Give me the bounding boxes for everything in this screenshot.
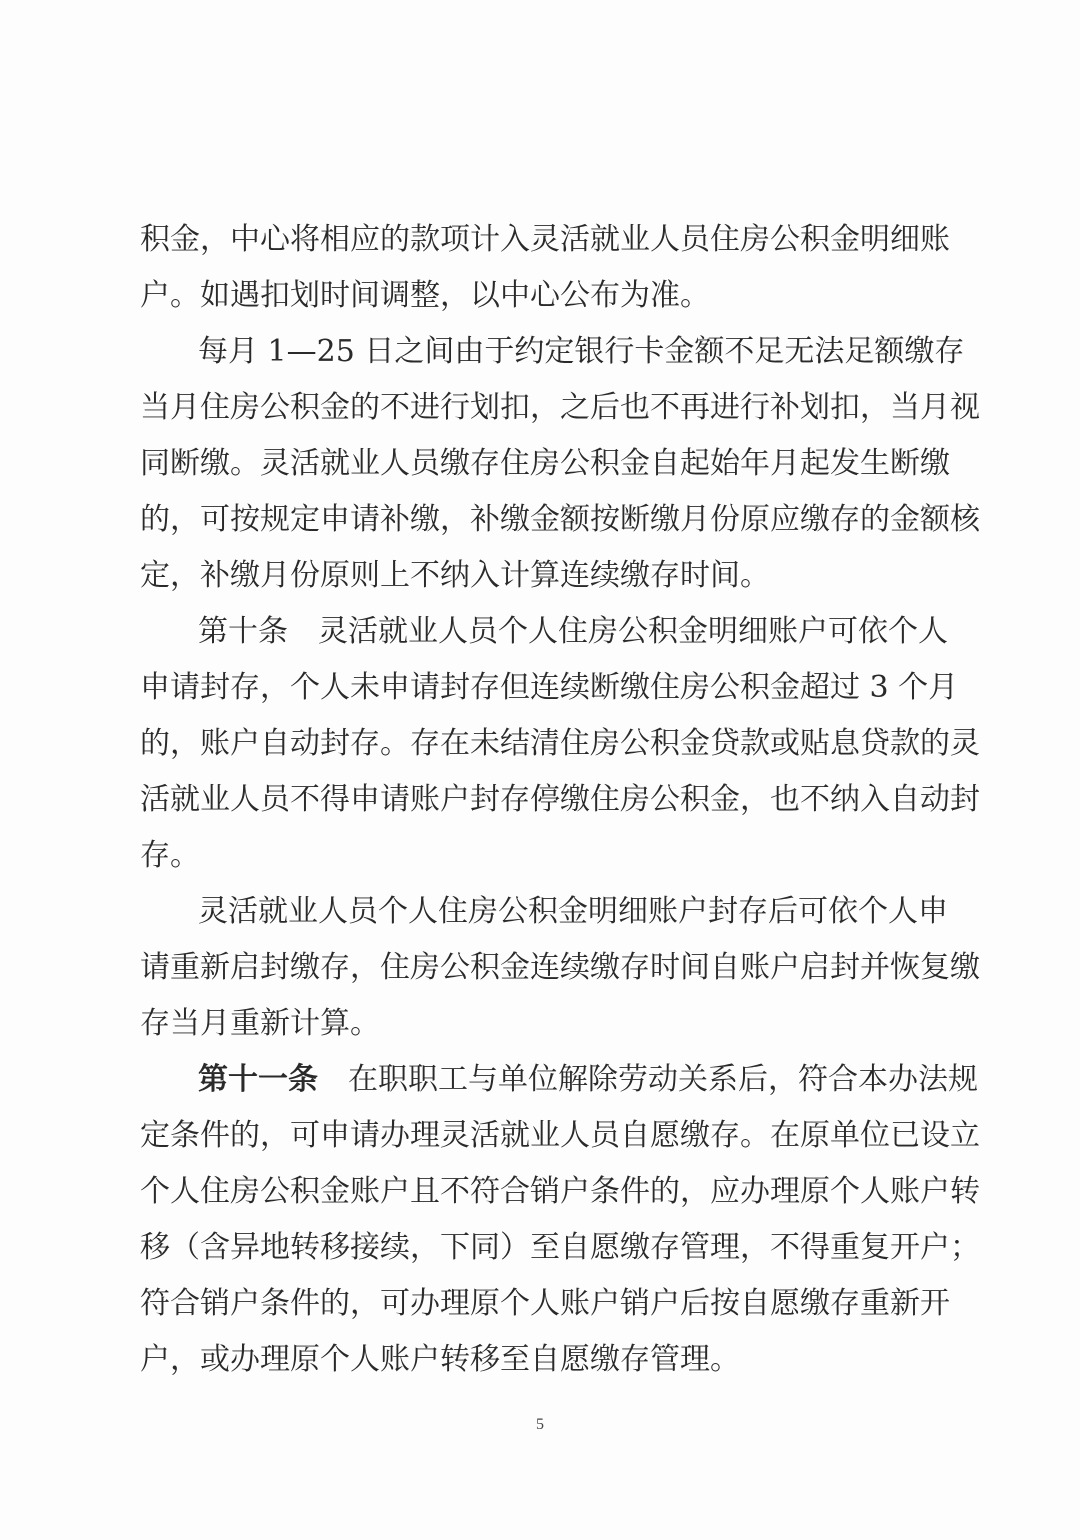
text-line-fragment: 在职职工与单位解除劳动关系后，符合本办法规 — [348, 1062, 978, 1097]
text-line: 的，可按规定申请补缴，补缴金额按断缴月份原应缴存的金额核 — [140, 502, 980, 537]
text-line: 每月 1—25 日之间由于约定银行卡金额不足无法足额缴存 — [198, 334, 965, 369]
text-line: 活就业人员不得申请账户封存停缴住房公积金，也不纳入自动封 — [140, 782, 980, 817]
text-line: 的，账户自动封存。存在未结清住房公积金贷款或贴息贷款的灵 — [140, 726, 980, 761]
article-11-title: 第十一条 — [198, 1062, 318, 1097]
page-number: 5 — [536, 1416, 544, 1433]
text-line: 个人住房公积金账户且不符合销户条件的，应办理原个人账户转 — [140, 1174, 980, 1209]
text-line: 申请封存，个人未申请封存但连续断缴住房公积金超过 3 个月 — [140, 670, 959, 705]
text-line: 符合销户条件的，可办理原个人账户销户后按自愿缴存重新开 — [140, 1286, 950, 1321]
text-line: 定条件的，可申请办理灵活就业人员自愿缴存。在原单位已设立 — [140, 1118, 980, 1153]
text-line: 灵活就业人员个人住房公积金明细账户封存后可依个人申 — [198, 894, 948, 929]
body-text — [140, 212, 980, 1388]
text-line: 同断缴。灵活就业人员缴存住房公积金自起始年月起发生断缴 — [140, 446, 950, 481]
text-line: 当月住房公积金的不进行划扣，之后也不再进行补划扣，当月视 — [140, 390, 980, 425]
text-line: 移（含异地转移接续，下同）至自愿缴存管理，不得重复开户； — [140, 1230, 980, 1265]
article-11-line — [140, 1052, 978, 1108]
text-line: 存。 — [140, 838, 200, 873]
text-line: 积金，中心将相应的款项计入灵活就业人员住房公积金明细账 — [140, 222, 950, 257]
text-line: 存当月重新计算。 — [140, 1006, 380, 1041]
article-10-line: 第十条 灵活就业人员个人住房公积金明细账户可依个人 — [198, 614, 948, 649]
text-line: 户，或办理原个人账户转移至自愿缴存管理。 — [140, 1342, 740, 1377]
text-line: 请重新启封缴存，住房公积金连续缴存时间自账户启封并恢复缴 — [140, 950, 980, 985]
text-line: 户。如遇扣划时间调整，以中心公布为准。 — [140, 278, 710, 313]
text-line: 定，补缴月份原则上不纳入计算连续缴存时间。 — [140, 558, 770, 593]
